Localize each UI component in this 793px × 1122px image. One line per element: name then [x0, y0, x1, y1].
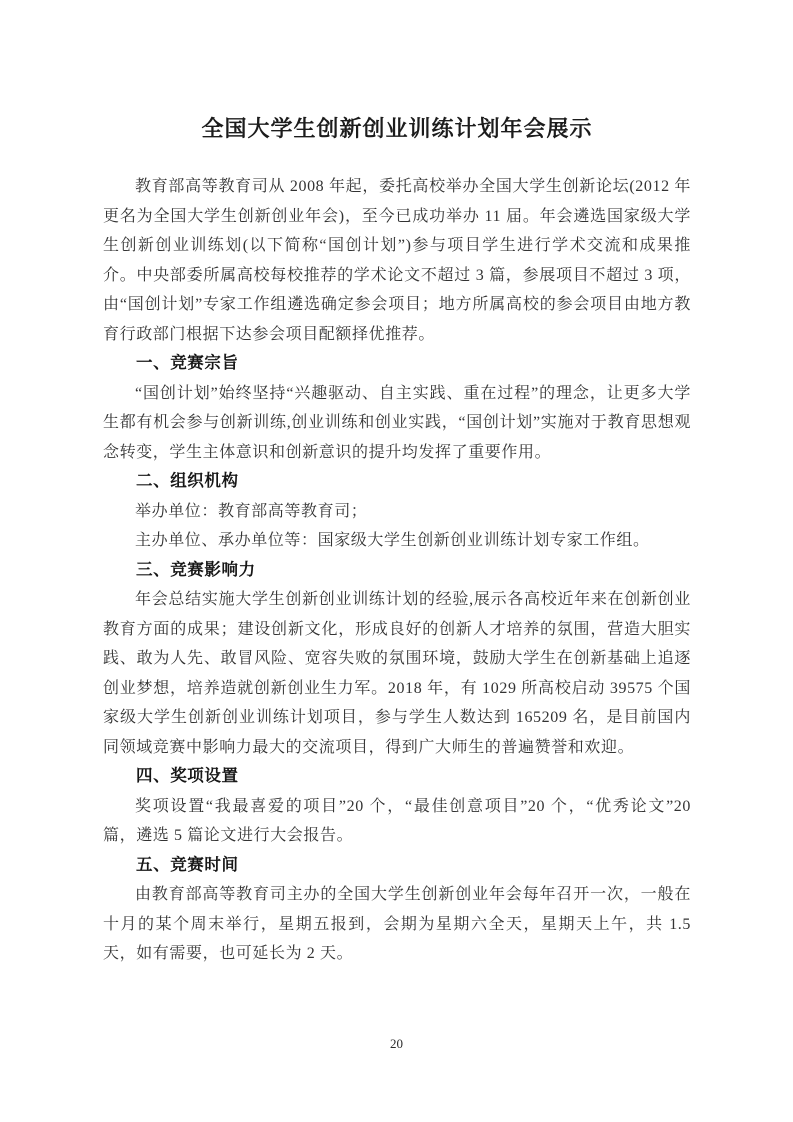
section-3-paragraph: 年会总结实施大学生创新创业训练计划的经验,展示各高校近年来在创新创业教育方面的成果；建设创新文化，形成良好的创新人才培养的氛围，营造大胆实践、敢为人先、敢冒风险、宽容失败的氛围环境，鼓励大学生在创新基础上追逐创业梦想，培养造就创新创业生力军。2018 年，有 1029 所高校启动 39575 个国家级大学生创新创业训练计划项目，参与学生人数达到 165209 名，是目前国内同领域竞赛中影响力最大的交流项目，得到广大师生的普遍赞誉和欢迎。: [103, 591, 691, 756]
section-heading-5: 五、竞赛时间: [136, 855, 239, 874]
document-content: [103, 112, 691, 969]
intro-paragraph: 教育部高等教育司从 2008 年起，委托高校举办全国大学生创新论坛(2012 年更名为全国大学生创新创业年会)，至今已成功举办 11 届。年会遴选国家级大学生创新创业训练划(以下简称“国创计划”)参与项目学生进行学术交流和成果推介。中央部委所属高校每校推荐的学术论文不超过 3 篇，参展项目不超过 3 项，由“国创计划”专家工作组遴选确定参会项目；地方所属高校的参会项目由地方教育行政部门根据下达参会项目配额择优推荐。: [103, 178, 691, 343]
section-heading-4: 四、奖项设置: [136, 767, 239, 785]
section-heading-3: 三、竞赛影响力: [136, 560, 256, 579]
section-2-paragraph-host: 主办单位、承办单位等：国家级大学生创新创业训练计划专家工作组。: [135, 532, 650, 549]
section-1-paragraph: “国创计划”始终坚持“兴趣驱动、自主实践、重在过程”的理念，让更多大学生都有机会参与创新训练,创业训练和创业实践，“国创计划”实施对于教育思想观念转变，学生主体意识和创新意识的提升均发挥了重要作用。: [103, 384, 691, 461]
page-number: 20: [390, 1036, 403, 1051]
section-5-paragraph: 由教育部高等教育司主办的全国大学生创新创业年会每年召开一次，一般在十月的某个周末举行，星期五报到，会期为星期六全天，星期天上午，共 1.5 天，如有需要，也可延长为 2 天。: [103, 886, 691, 962]
section-heading-2: 二、组织机构: [136, 472, 239, 490]
section-2-paragraph-organizer: 举办单位：教育部高等教育司；: [135, 502, 368, 520]
document-title: 全国大学生创新创业训练计划年会展示: [201, 116, 593, 141]
section-heading-1: 一、竞赛宗旨: [136, 354, 239, 372]
section-4-paragraph: 奖项设置“我最喜爱的项目”20 个，“最佳创意项目”20 个，“优秀论文”20 篇，遴选 5 篇论文进行大会报告。: [103, 797, 691, 844]
